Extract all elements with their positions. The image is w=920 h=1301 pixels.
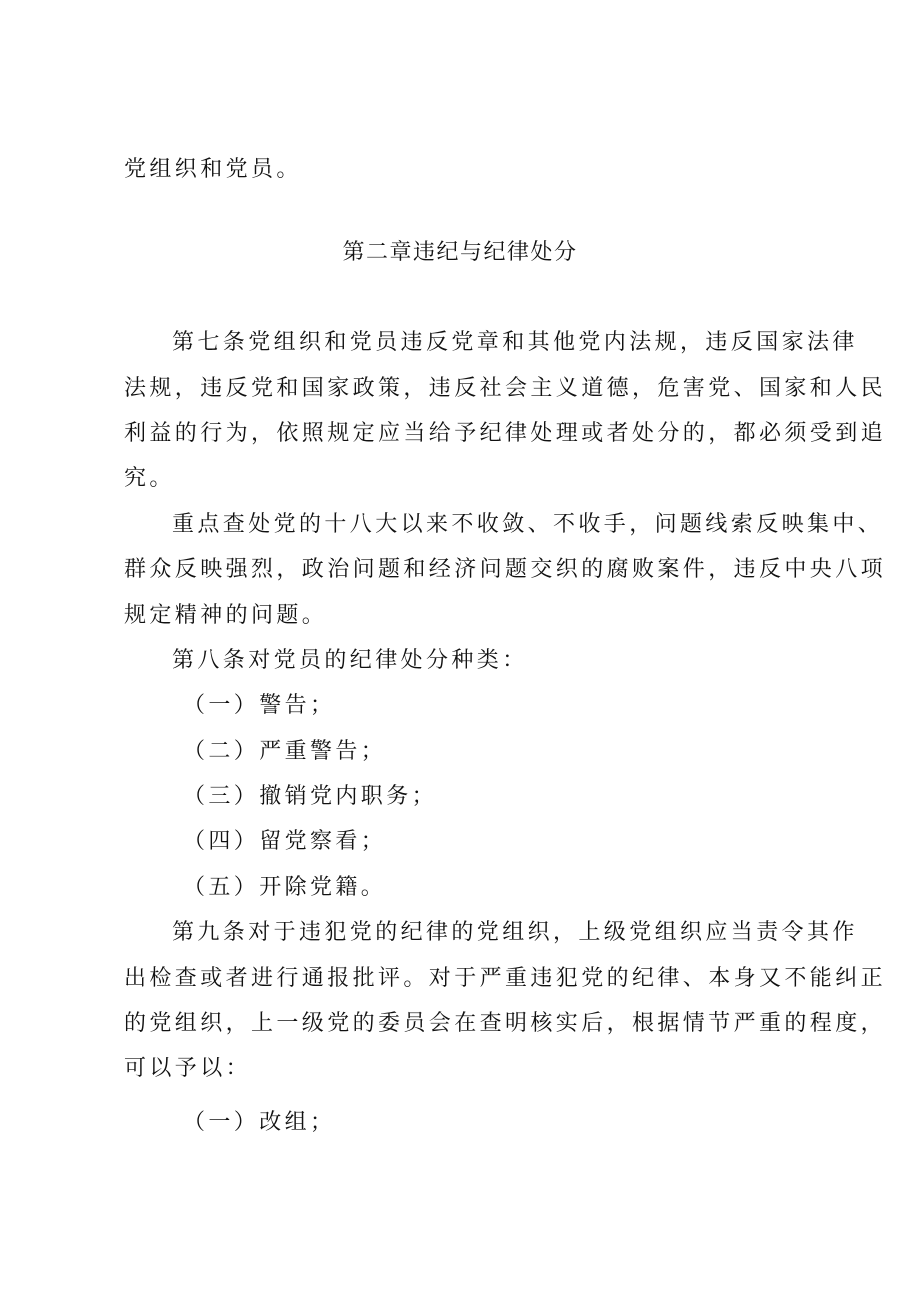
chapter-heading: 第二章违纪与纪律处分 — [342, 240, 578, 265]
list-item: （二）严重警告； — [183, 739, 387, 764]
article-8-heading: 第八条对党员的纪律处分种类： — [172, 648, 528, 673]
article-9-line: 可以予以： — [124, 1056, 252, 1081]
list-item: （一）改组； — [183, 1110, 336, 1135]
article-9-line: 的党组织，上一级党的委员会在查明核实后，根据情节严重的程度， — [124, 1011, 887, 1036]
list-item: （四）留党察看； — [183, 829, 387, 854]
paragraph-line: 规定精神的问题。 — [124, 603, 328, 628]
paragraph-line: 重点查处党的十八大以来不收敛、不收手，问题线索反映集中、 — [172, 512, 884, 537]
article-9-line: 出检查或者进行通报批评。对于严重违犯党的纪律、本身又不能纠正 — [124, 966, 887, 991]
list-item: （三）撤销党内职务； — [183, 784, 438, 809]
article-7-line: 利益的行为，依照规定应当给予纪律处理或者处分的，都必须受到追 — [124, 421, 887, 446]
article-7-line: 第七条党组织和党员违反党章和其他党内法规，违反国家法律 — [172, 330, 858, 355]
list-item: （一）警告； — [183, 693, 336, 718]
article-9-line: 第九条对于违犯党的纪律的党组织，上级党组织应当责令其作 — [172, 920, 858, 945]
article-7-line: 究。 — [124, 466, 175, 491]
list-item: （五）开除党籍。 — [183, 875, 387, 900]
paragraph-line: 党组织和党员。 — [124, 157, 302, 182]
paragraph-line: 群众反映强烈，政治问题和经济问题交织的腐败案件，违反中央八项 — [124, 557, 887, 582]
article-7-line: 法规，违反党和国家政策，违反社会主义道德，危害党、国家和人民 — [124, 376, 887, 401]
